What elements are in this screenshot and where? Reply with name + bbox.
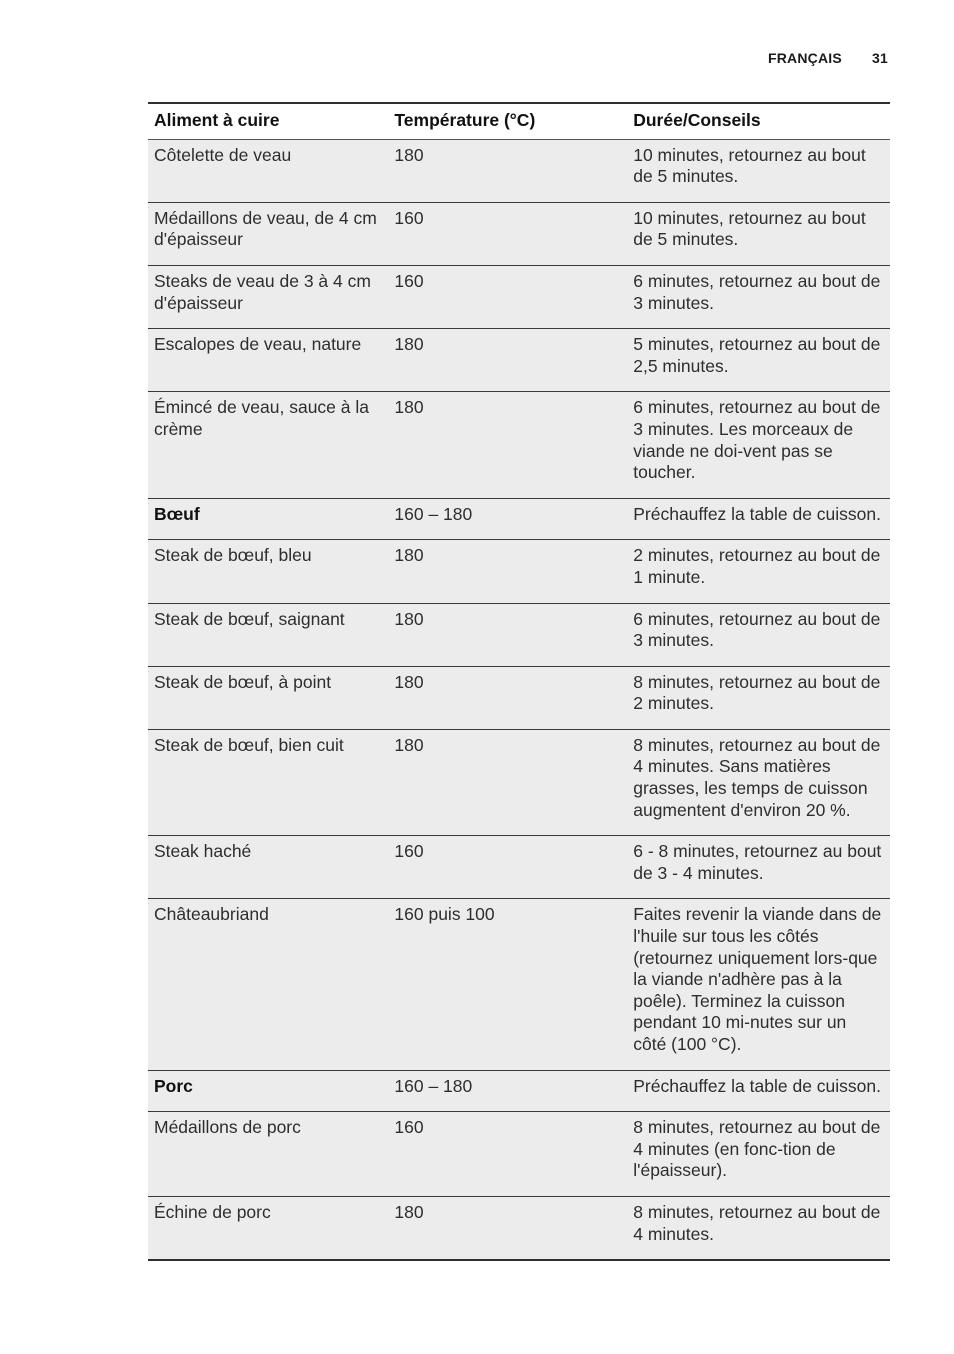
cell-food: Steak de bœuf, bleu <box>148 540 388 603</box>
cell-tips: 6 minutes, retournez au bout de 3 minutes. <box>627 265 890 328</box>
cell-temperature: 180 <box>388 729 627 835</box>
cell-temperature: 160 puis 100 <box>388 899 627 1070</box>
cell-food: Médaillons de veau, de 4 cm d'épaisseur <box>148 202 388 265</box>
cell-tips: 5 minutes, retournez au bout de 2,5 minutes. <box>627 329 890 392</box>
page-number: 31 <box>872 50 888 66</box>
cell-food: Steak de bœuf, bien cuit <box>148 729 388 835</box>
cell-temperature: 160 <box>388 202 627 265</box>
cell-temperature: 180 <box>388 1196 627 1260</box>
table-row <box>148 265 890 328</box>
cooking-table <box>148 102 890 1261</box>
page-header <box>768 50 888 66</box>
cell-tips: 10 minutes, retournez au bout de 5 minutes. <box>627 139 890 202</box>
cell-food: Émincé de veau, sauce à la crème <box>148 392 388 498</box>
table-row <box>148 666 890 729</box>
cell-tips: 8 minutes, retournez au bout de 2 minutes. <box>627 666 890 729</box>
table-row <box>148 498 890 540</box>
cell-tips: Faites revenir la viande dans de l'huile sur tous les côtés (retournez uniquement lors-que la viande n'adhère pas à la poêle). Terminez la cuisson pendant 10 mi-nutes sur un côté (100 °C). <box>627 899 890 1070</box>
cell-tips: 8 minutes, retournez au bout de 4 minutes. Sans matières grasses, les temps de cuisson augmentent d'environ 20 %. <box>627 729 890 835</box>
cell-food: Côtelette de veau <box>148 139 388 202</box>
cell-tips: 6 - 8 minutes, retournez au bout de 3 - 4 minutes. <box>627 836 890 899</box>
cell-tips: 8 minutes, retournez au bout de 4 minutes (en fonc-tion de l'épaisseur). <box>627 1112 890 1197</box>
cell-temperature: 180 <box>388 540 627 603</box>
cell-food: Steak de bœuf, saignant <box>148 603 388 666</box>
table-row <box>148 1112 890 1197</box>
column-header-food: Aliment à cuire <box>148 103 388 139</box>
table-row <box>148 729 890 835</box>
cell-temperature: 180 <box>388 666 627 729</box>
table-row <box>148 836 890 899</box>
table-row <box>148 603 890 666</box>
cell-food: Steaks de veau de 3 à 4 cm d'épaisseur <box>148 265 388 328</box>
cell-food: Médaillons de porc <box>148 1112 388 1197</box>
cell-food: Bœuf <box>148 498 388 540</box>
table-row <box>148 392 890 498</box>
cell-tips: Préchauffez la table de cuisson. <box>627 1070 890 1112</box>
cell-temperature: 180 <box>388 139 627 202</box>
table-row <box>148 139 890 202</box>
cell-temperature: 180 <box>388 603 627 666</box>
cell-temperature: 160 <box>388 1112 627 1197</box>
table-row <box>148 540 890 603</box>
cell-food: Steak de bœuf, à point <box>148 666 388 729</box>
cell-temperature: 160 – 180 <box>388 498 627 540</box>
language-label: FRANÇAIS <box>767 50 842 66</box>
cell-tips: 6 minutes, retournez au bout de 3 minutes. Les morceaux de viande ne doi-vent pas se toucher. <box>627 392 890 498</box>
cell-tips: 2 minutes, retournez au bout de 1 minute. <box>627 540 890 603</box>
cell-food: Porc <box>148 1070 388 1112</box>
table-row <box>148 329 890 392</box>
table-body <box>148 139 890 1260</box>
cell-tips: 6 minutes, retournez au bout de 3 minutes. <box>627 603 890 666</box>
cell-food: Châteaubriand <box>148 899 388 1070</box>
table-header-row <box>148 103 890 139</box>
cell-food: Échine de porc <box>148 1196 388 1260</box>
table-row <box>148 899 890 1070</box>
cell-temperature: 160 – 180 <box>388 1070 627 1112</box>
cell-temperature: 160 <box>388 265 627 328</box>
cell-tips: Préchauffez la table de cuisson. <box>627 498 890 540</box>
cell-temperature: 160 <box>388 836 627 899</box>
cell-tips: 10 minutes, retournez au bout de 5 minutes. <box>627 202 890 265</box>
cell-food: Steak haché <box>148 836 388 899</box>
table-row <box>148 202 890 265</box>
table-row <box>148 1070 890 1112</box>
cell-food: Escalopes de veau, nature <box>148 329 388 392</box>
cell-temperature: 180 <box>388 329 627 392</box>
cell-temperature: 180 <box>388 392 627 498</box>
column-header-temperature: Température (°C) <box>388 103 627 139</box>
column-header-tips: Durée/Conseils <box>627 103 890 139</box>
cell-tips: 8 minutes, retournez au bout de 4 minutes. <box>627 1196 890 1260</box>
table-row <box>148 1196 890 1260</box>
